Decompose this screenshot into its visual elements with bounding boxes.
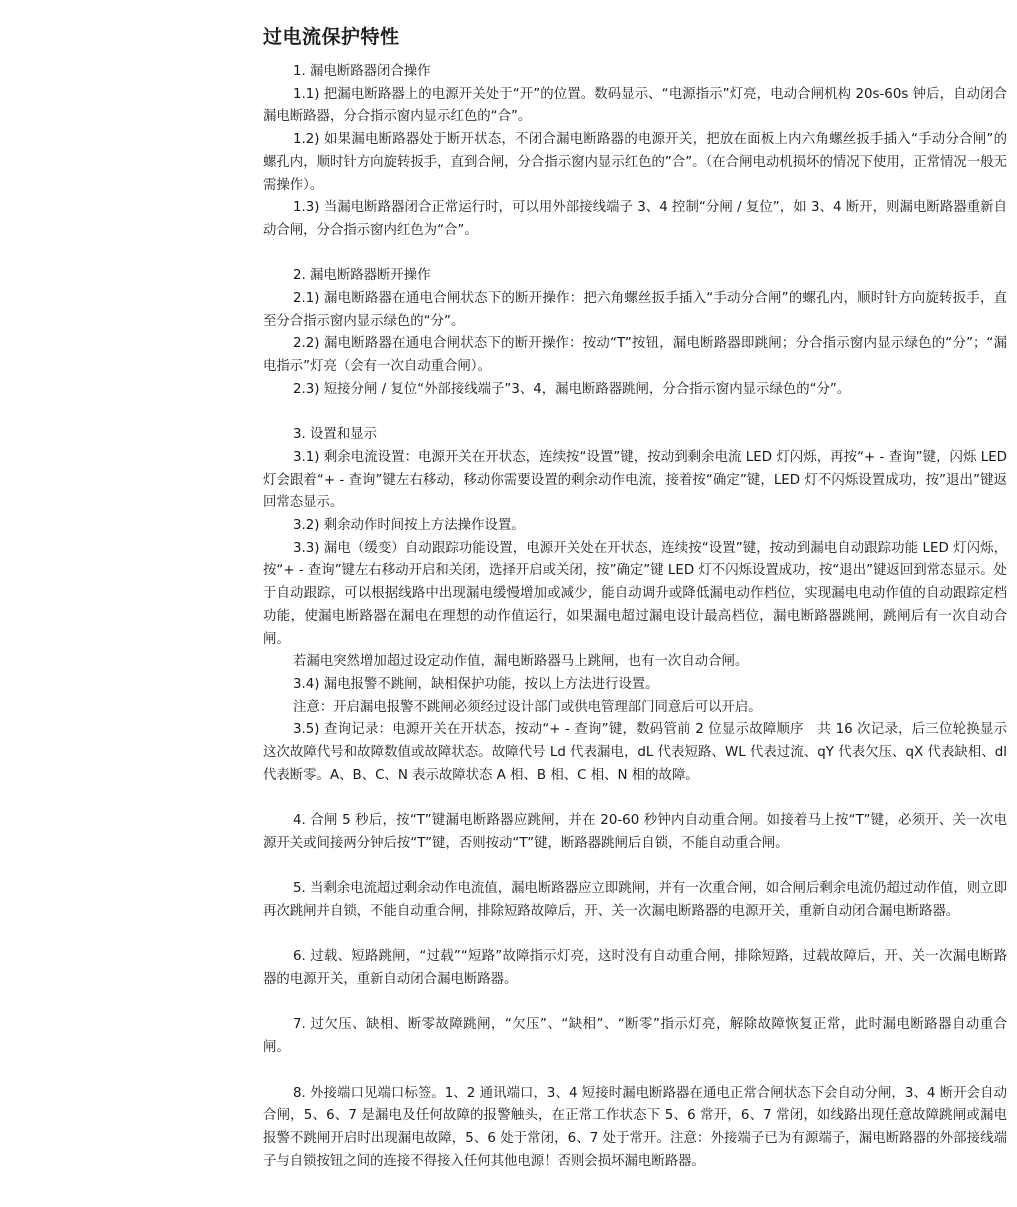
paragraph: 3.2) 剩余动作时间按上方法操作设置。 xyxy=(293,518,525,534)
section-3 xyxy=(263,424,1007,787)
section-1 xyxy=(263,61,1007,243)
paragraph: 1.1) 把漏电断路器上的电源开关处于“开”的位置。数码显示、“电源指示”灯亮，电动合闸机构 20s-60s 钟后，自动闭合漏电断路器，分合指示窗内显示红色的“合”。 xyxy=(263,86,1007,125)
page-title: 过电流保护特性 xyxy=(263,26,400,48)
section-heading: 5. 当剩余电流超过剩余动作电流值，漏电断路器应立即跳闸，并有一次重合闸，如合闸后剩余电流仍超过动作值，则立即再次跳闸并自锁，不能自动重合闸，排除短路故障后，开、关一次漏电断路器的电源开关，重新自动闭合漏电断路器。 xyxy=(263,881,1007,919)
section-5 xyxy=(263,878,1007,923)
paragraph: 3.5) 查询记录：电源开关在开状态，按动“+ - 查询”键，数码管前 2 位显示故障顺序 共 16 次记录，后三位轮换显示这次故障代号和故障数值或故障状态。故障代号 Ld 代表漏电，dL 代表短路、WL 代表过流、qY 代表欠压、qX 代表缺相、dl 代表断零。A、B、C、N 表示故障状态 A 相、B 相、C 相、N 相的故障。 xyxy=(263,722,1007,783)
paragraph: 3.1) 剩余电流设置：电源开关在开状态，连续按“设置”键，按动到剩余电流 LED 灯闪烁，再按“+ - 查询”键，闪烁 LED 灯会跟着“+ - 查询”键左右移动，移动你需要设置的剩余动作电流，接着按“确定”键，LED 灯不闪烁设置成功，按”退出”键返回常态显示。 xyxy=(263,449,1007,511)
section-heading: 8. 外接端口见端口标签。1、2 通讯端口，3、4 短接时漏电断路器在通电正常合闸状态下会自动分闸，3、4 断开会自动合闸，5、6、7 是漏电及任何故障的报警触头，在正常工作状态下 5、6 常开，6、7 常闭，如线路出现任意故障跳闸或漏电报警不跳闸开启时出现漏电故障，5、6 处于常闭，6、7 处于常开。注意：外接端子已为有源端子，漏电断路器的外部接线端子与自锁按钮之间的连接不得接入任何其他电源！否则会损坏漏电断路器。 xyxy=(263,1085,1007,1169)
section-7 xyxy=(263,1014,1007,1059)
section-heading: 6. 过载、短路跳闸，“过载”“短路”故障指示灯亮，这时没有自动重合闸，排除短路，过载故障后，开、关一次漏电断路器的电源开关，重新自动闭合漏电断路器。 xyxy=(263,949,1007,988)
section-heading: 2. 漏电断路器断开操作 xyxy=(293,268,431,284)
section-heading: 4. 合闸 5 秒后，按“T”键漏电断路器应跳闸，并在 20-60 秒钟内自动重合闸。如接着马上按“T”键，必须开、关一次电源开关或间接两分钟后按“T”键，否则按动“T”键，断路器跳闸后自锁，不能自动重合闸。 xyxy=(263,813,1007,851)
section-8 xyxy=(263,1083,1007,1174)
section-6 xyxy=(263,946,1007,991)
paragraph: 若漏电突然增加超过设定动作值，漏电断路器马上跳闸，也有一次自动合闸。 xyxy=(293,654,749,670)
section-4 xyxy=(263,810,1007,855)
section-heading: 1. 漏电断路器闭合操作 xyxy=(293,64,431,79)
document-body xyxy=(263,22,1007,1173)
paragraph: 2.3) 短接分闸 / 复位“外部接线端子”3、4，漏电断路器跳闸，分合指示窗内显示绿色的“分”。 xyxy=(293,381,851,397)
section-2 xyxy=(263,265,1007,401)
paragraph: 1.2) 如果漏电断路器处于断开状态，不闭合漏电断路器的电源开关，把放在面板上内六角螺丝扳手插入“手动分合闸”的螺孔内，顺时针方向旋转扳手，直到合闸，分合指示窗内显示红色的”合”。（在合闸电动机损坏的情况下使用，正常情况一般无需操作）。 xyxy=(263,132,1007,193)
paragraph: 3.3) 漏电（缓变）自动跟踪功能设置，电源开关处在开状态，连续按“设置”键，按动到漏电自动跟踪功能 LED 灯闪烁，按“+ - 查询”键左右移动开启和关闭，选择开启或关闭，按”确定”键 LED 灯不闪烁设置成功，按“退出”键返回到常态显示。处于自动跟踪，可以根据线路中出现漏电缓慢增加或减少，能自动调升或降低漏电动作档位，实现漏电电动作值的自动跟踪定档功能，使漏电断路器在漏电在理想的动作值运行，如果漏电超过漏电设计最高档位，漏电断路器跳闸，跳闸后有一次自动合闸。 xyxy=(263,540,1007,647)
paragraph: 2.1) 漏电断路器在通电合闸状态下的断开操作：把六角螺丝扳手插入“手动分合闸”的螺孔内，顺时针方向旋转扳手，直至分合指示窗内显示绿色的“分”。 xyxy=(263,291,1007,329)
paragraph: 1.3) 当漏电断路器闭合正常运行时，可以用外部接线端子 3、4 控制“分闸 / 复位”，如 3、4 断开，则漏电断路器重新自动合闸，分合指示窗内红色为“合”。 xyxy=(263,200,1007,238)
paragraph: 注意：开启漏电报警不跳闸必须经过设计部门或供电管理部门同意后可以开启。 xyxy=(293,699,762,715)
paragraph: 2.2) 漏电断路器在通电合闸状态下的断开操作：按动“T”按钮，漏电断路器即跳闸；分合指示窗内显示绿色的“分”；“漏电指示”灯亮（会有一次自动重合闸）。 xyxy=(263,336,1007,375)
sections-container xyxy=(263,61,1007,1173)
section-heading: 3. 设置和显示 xyxy=(293,427,377,443)
paragraph: 3.4) 漏电报警不跳闸，缺相保护功能，按以上方法进行设置。 xyxy=(293,676,659,692)
section-heading: 7. 过欠压、缺相、断零故障跳闸，“欠压”、“缺相”、“断零”指示灯亮，解除故障恢复正常，此时漏电断路器自动重合闸。 xyxy=(263,1017,1007,1056)
